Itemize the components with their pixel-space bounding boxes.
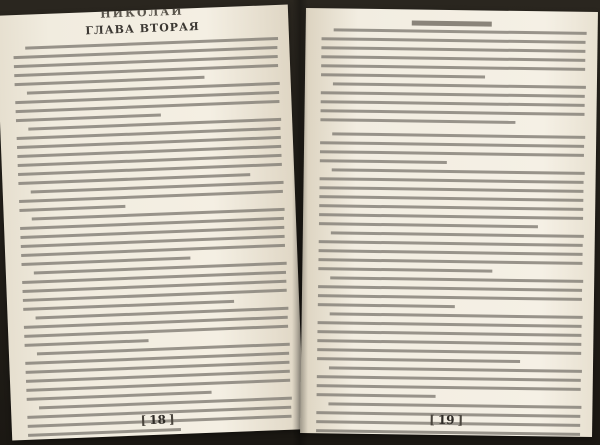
page-number: [ 19 ] — [429, 412, 464, 428]
text-line — [27, 391, 212, 401]
text-line — [15, 76, 205, 86]
left-page — [0, 5, 304, 441]
text-line — [318, 294, 582, 301]
text-line — [319, 186, 583, 193]
running-head: НИКОЛАЙ — [99, 4, 184, 21]
text-line — [317, 375, 581, 382]
text-line — [320, 150, 584, 157]
text-line — [16, 113, 161, 122]
text-line — [319, 213, 583, 220]
text-line — [320, 177, 584, 184]
text-line — [318, 285, 582, 292]
text-line — [317, 393, 436, 398]
text-line — [317, 357, 520, 363]
page-number-value: 18 — [148, 412, 167, 428]
text-line — [316, 429, 580, 436]
text-line — [330, 276, 583, 283]
body-text — [13, 37, 293, 440]
text-line — [317, 330, 581, 337]
right-page — [300, 8, 598, 437]
page-number-value: 19 — [437, 412, 455, 428]
text-line — [321, 100, 585, 107]
text-line — [317, 348, 581, 355]
text-line — [332, 132, 585, 139]
text-line — [19, 205, 125, 212]
text-line — [329, 366, 582, 373]
text-line — [320, 118, 515, 124]
body-text — [315, 28, 586, 437]
text-line — [318, 321, 582, 328]
page-number: [ 18 ] — [140, 412, 175, 428]
text-line — [321, 64, 585, 71]
text-line — [319, 249, 583, 256]
text-line — [319, 195, 583, 202]
text-line — [332, 168, 585, 175]
text-line — [317, 339, 581, 346]
text-line — [319, 222, 538, 228]
text-line — [318, 258, 582, 265]
text-line — [318, 303, 455, 308]
text-line — [321, 73, 485, 78]
text-line — [318, 267, 492, 272]
text-line — [319, 204, 583, 211]
text-line — [321, 55, 585, 62]
text-line — [334, 28, 587, 35]
text-line — [321, 91, 585, 98]
text-line — [317, 384, 581, 391]
text-line — [322, 37, 586, 44]
text-line — [333, 82, 586, 89]
text-line — [320, 159, 447, 164]
running-head — [306, 14, 598, 26]
text-line — [330, 312, 583, 319]
text-line — [25, 339, 149, 347]
text-line — [319, 240, 583, 247]
chapter-title: ГЛАВА ВТОРАЯ — [85, 19, 200, 38]
text-line — [321, 109, 585, 116]
text-line — [331, 231, 584, 238]
text-line — [321, 46, 585, 53]
text-line — [320, 141, 584, 148]
text-line — [328, 402, 581, 409]
text-line — [21, 256, 190, 265]
